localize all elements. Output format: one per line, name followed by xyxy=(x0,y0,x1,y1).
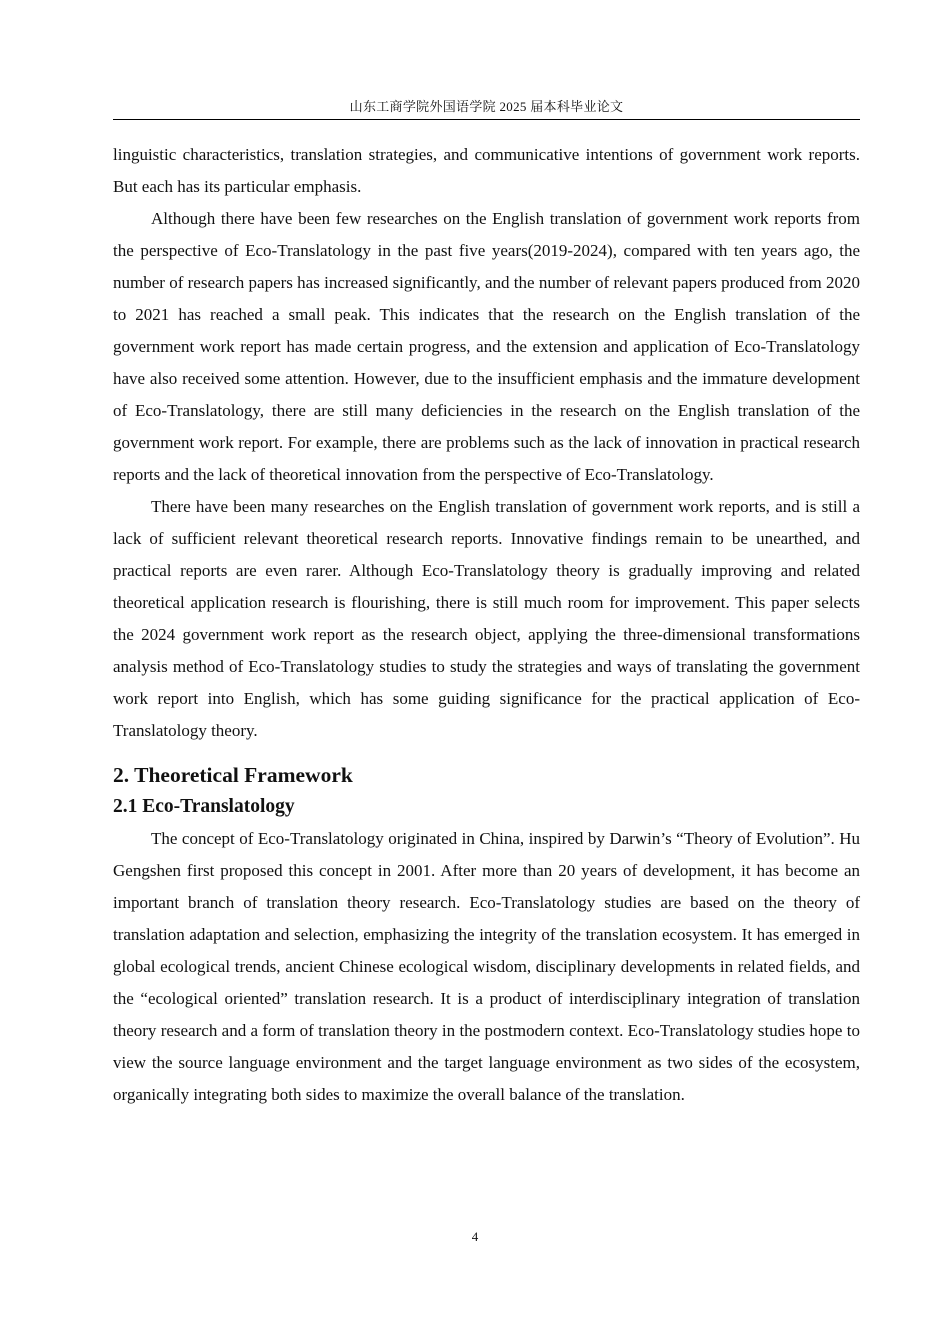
section-heading: 2. Theoretical Framework xyxy=(113,763,353,787)
paragraph-continued: linguistic characteristics, translation strategies, and communicative intentions of government work reports. But each has its particular emphasis. xyxy=(113,145,860,196)
paragraph-research-gap: There have been many researches on the English translation of government work reports, and is still a lack of sufficient relevant theoretical research reports. Innovative findings remain to be unearthed, and practical reports are even rarer. Although Eco-Translatology theory is gradually improving and related theoretical application research is flourishing, there is still much room for improvement. This paper selects the 2024 government work report as the research object, applying the three-dimensional transformations analysis method of Eco-Translatology studies to study the strategies and ways of translating the government work report into English, which has some guiding significance for the practical application of Eco-Translatology theory. xyxy=(113,497,860,740)
subsection-heading: 2.1 Eco-Translatology xyxy=(113,796,295,817)
paragraph-research-overview: Although there have been few researches on the English translation of government work reports from the perspective of Eco-Translatology in the past five years(2019-2024), compared with ten years ago, the number of research papers has increased significantly, and the number of relevant papers produced from 2020 to 2021 has reached a small peak. This indicates that the research on the English translation of the government work report has made certain progress, and the extension and application of Eco-Translatology have also received some attention. However, due to the insufficient emphasis and the immature development of Eco-Translatology, there are still many deficiencies in the research on the English translation of the government work report. For example, there are problems such as the lack of innovation in practical research reports and the lack of theoretical innovation from the perspective of Eco-Translatology. xyxy=(113,209,860,484)
paragraph-eco-translatology: The concept of Eco-Translatology originated in China, inspired by Darwin’s “Theory of Evolution”. Hu Gengshen first proposed this concept in 2001. After more than 20 years of development, it has become an important branch of translation theory research. Eco-Translatology studies are based on the theory of translation adaptation and selection, emphasizing the integrity of the translation ecosystem. It has emerged in global ecological trends, ancient Chinese ecological wisdom, disciplinary developments in related fields, and the “ecological oriented” translation research. It is a product of interdisciplinary integration of translation theory research and a form of translation theory in the postmodern context. Eco-Translatology studies hope to view the source language environment and the target language environment as two sides of the ecosystem, organically integrating both sides to maximize the overall balance of the translation. xyxy=(113,829,860,1104)
page-body xyxy=(113,139,860,1111)
running-header: 山东工商学院外国语学院 2025 届本科毕业论文 xyxy=(349,99,624,114)
page-number: 4 xyxy=(471,1229,479,1244)
header-rule xyxy=(113,119,860,120)
